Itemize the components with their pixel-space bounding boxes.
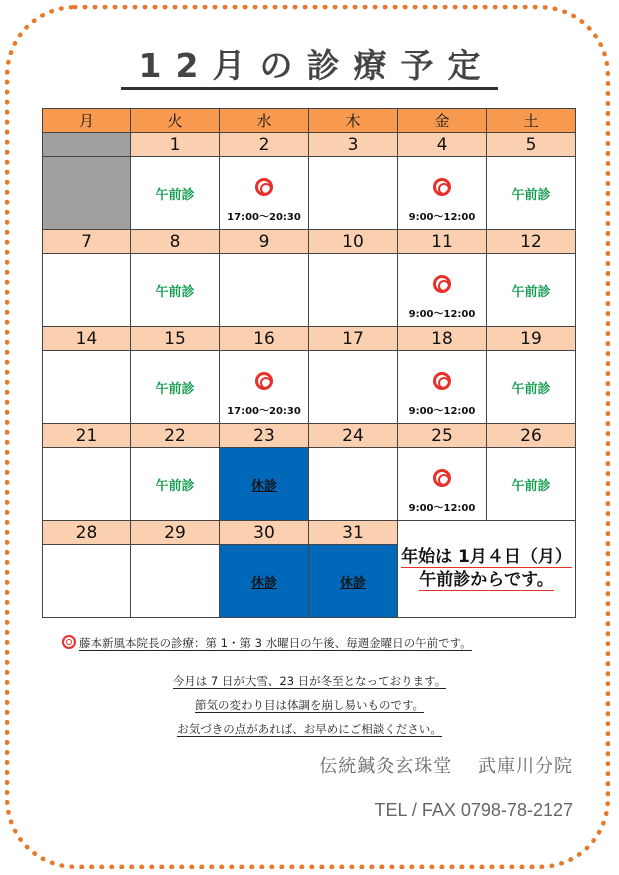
closed-label: 休診 [250,478,277,494]
date-cell: 15 [131,327,220,351]
double-circle-icon [62,635,76,649]
date-cell: 12 [487,230,576,254]
schedule-cell [43,545,131,618]
page-title: 12月の診療予定 [0,40,619,87]
calendar-table [42,108,576,618]
time-range: 9:00～12:00 [408,308,476,320]
schedule-cell [43,448,131,521]
new-year-note: 年始は 1月４日（月） 午前診からです。 [398,521,576,618]
message-line-3: お気づきの点があれば、お早めにご相談ください。 [177,722,442,736]
date-cell: 9 [220,230,309,254]
morning-clinic-label: 午前診 [511,381,551,397]
schedule-cell [131,351,220,424]
schedule-cell [487,448,576,521]
double-circle-icon [255,372,273,390]
time-range: 9:00～12:00 [408,405,476,417]
weekday-label: 水 [220,109,309,133]
date-cell: 5 [487,133,576,157]
time-range: 17:00～20:30 [227,405,301,417]
schedule-cell [131,448,220,521]
schedule-cell [398,254,487,327]
date-cell: 17 [309,327,398,351]
time-range: 17:00～20:30 [227,211,301,223]
weekday-label: 土 [487,109,576,133]
tel-fax: TEL / FAX 0798-78-2127 [374,800,573,820]
message-line-1: 今月は 7 日が大雪、23 日が冬至となっております。 [172,674,447,688]
time-range: 9:00～12:00 [408,211,476,223]
date-cell: 7 [43,230,131,254]
date-row [43,327,576,351]
schedule-row [43,254,576,327]
date-cell: 21 [43,424,131,448]
date-cell: 14 [43,327,131,351]
date-cell: 4 [398,133,487,157]
date-cell: 3 [309,133,398,157]
date-cell: 2 [220,133,309,157]
message-line-2: 節気の変わり目は体調を崩し易いものです。 [194,698,425,712]
time-range: 9:00～12:00 [408,502,476,514]
date-cell: 29 [131,521,220,545]
double-circle-icon [255,178,273,196]
date-cell: 16 [220,327,309,351]
double-circle-icon [433,469,451,487]
date-row [43,230,576,254]
weekday-header [43,109,576,133]
morning-clinic-label: 午前診 [511,187,551,203]
date-cell: 30 [220,521,309,545]
double-circle-icon [433,178,451,196]
date-cell: 31 [309,521,398,545]
date-cell: 1 [131,133,220,157]
morning-clinic-label: 午前診 [155,478,195,494]
date-cell: 18 [398,327,487,351]
schedule-cell [220,351,309,424]
schedule-cell [220,157,309,230]
closed-label: 休診 [250,575,277,591]
schedule-cell [309,351,398,424]
date-cell: 11 [398,230,487,254]
double-circle-icon [433,372,451,390]
date-cell: 19 [487,327,576,351]
date-cell: 23 [220,424,309,448]
schedule-cell [220,448,309,521]
morning-clinic-label: 午前診 [511,478,551,494]
schedule-cell [487,254,576,327]
schedule-cell [398,157,487,230]
morning-clinic-label: 午前診 [155,187,195,203]
schedule-cell [309,157,398,230]
schedule-cell [43,351,131,424]
schedule-row [43,157,576,230]
date-cell: 26 [487,424,576,448]
closed-label: 休診 [339,575,366,591]
date-cell: 28 [43,521,131,545]
date-cell: 8 [131,230,220,254]
schedule-cell [43,254,131,327]
schedule-cell [487,157,576,230]
schedule-cell [398,351,487,424]
date-row [43,133,576,157]
date-row [43,521,576,545]
schedule-cell [309,545,398,618]
weekday-label: 月 [43,109,131,133]
weekday-label: 金 [398,109,487,133]
date-cell: 10 [309,230,398,254]
schedule-cell [131,545,220,618]
schedule-row [43,448,576,521]
schedule-cell [131,254,220,327]
date-cell [43,133,131,157]
date-cell: 24 [309,424,398,448]
schedule-cell [309,448,398,521]
morning-clinic-label: 午前診 [155,284,195,300]
morning-clinic-label: 午前診 [155,381,195,397]
date-cell: 25 [398,424,487,448]
date-cell: 22 [131,424,220,448]
schedule-cell [43,157,131,230]
morning-clinic-label: 午前診 [511,284,551,300]
director-footnote: 藤本新風本院長の診療：第 1・第 3 水曜日の午後、毎週金曜日の午前です。 [62,635,562,651]
schedule-row [43,351,576,424]
schedule-cell [220,254,309,327]
schedule-cell [398,448,487,521]
weekday-label: 木 [309,109,398,133]
schedule-cell [309,254,398,327]
double-circle-icon [433,275,451,293]
clinic-name: 伝統鍼灸玄珠堂 武庫川分院 [319,756,573,777]
schedule-cell [131,157,220,230]
schedule-cell [220,545,309,618]
weekday-label: 火 [131,109,220,133]
date-row [43,424,576,448]
schedule-cell [487,351,576,424]
